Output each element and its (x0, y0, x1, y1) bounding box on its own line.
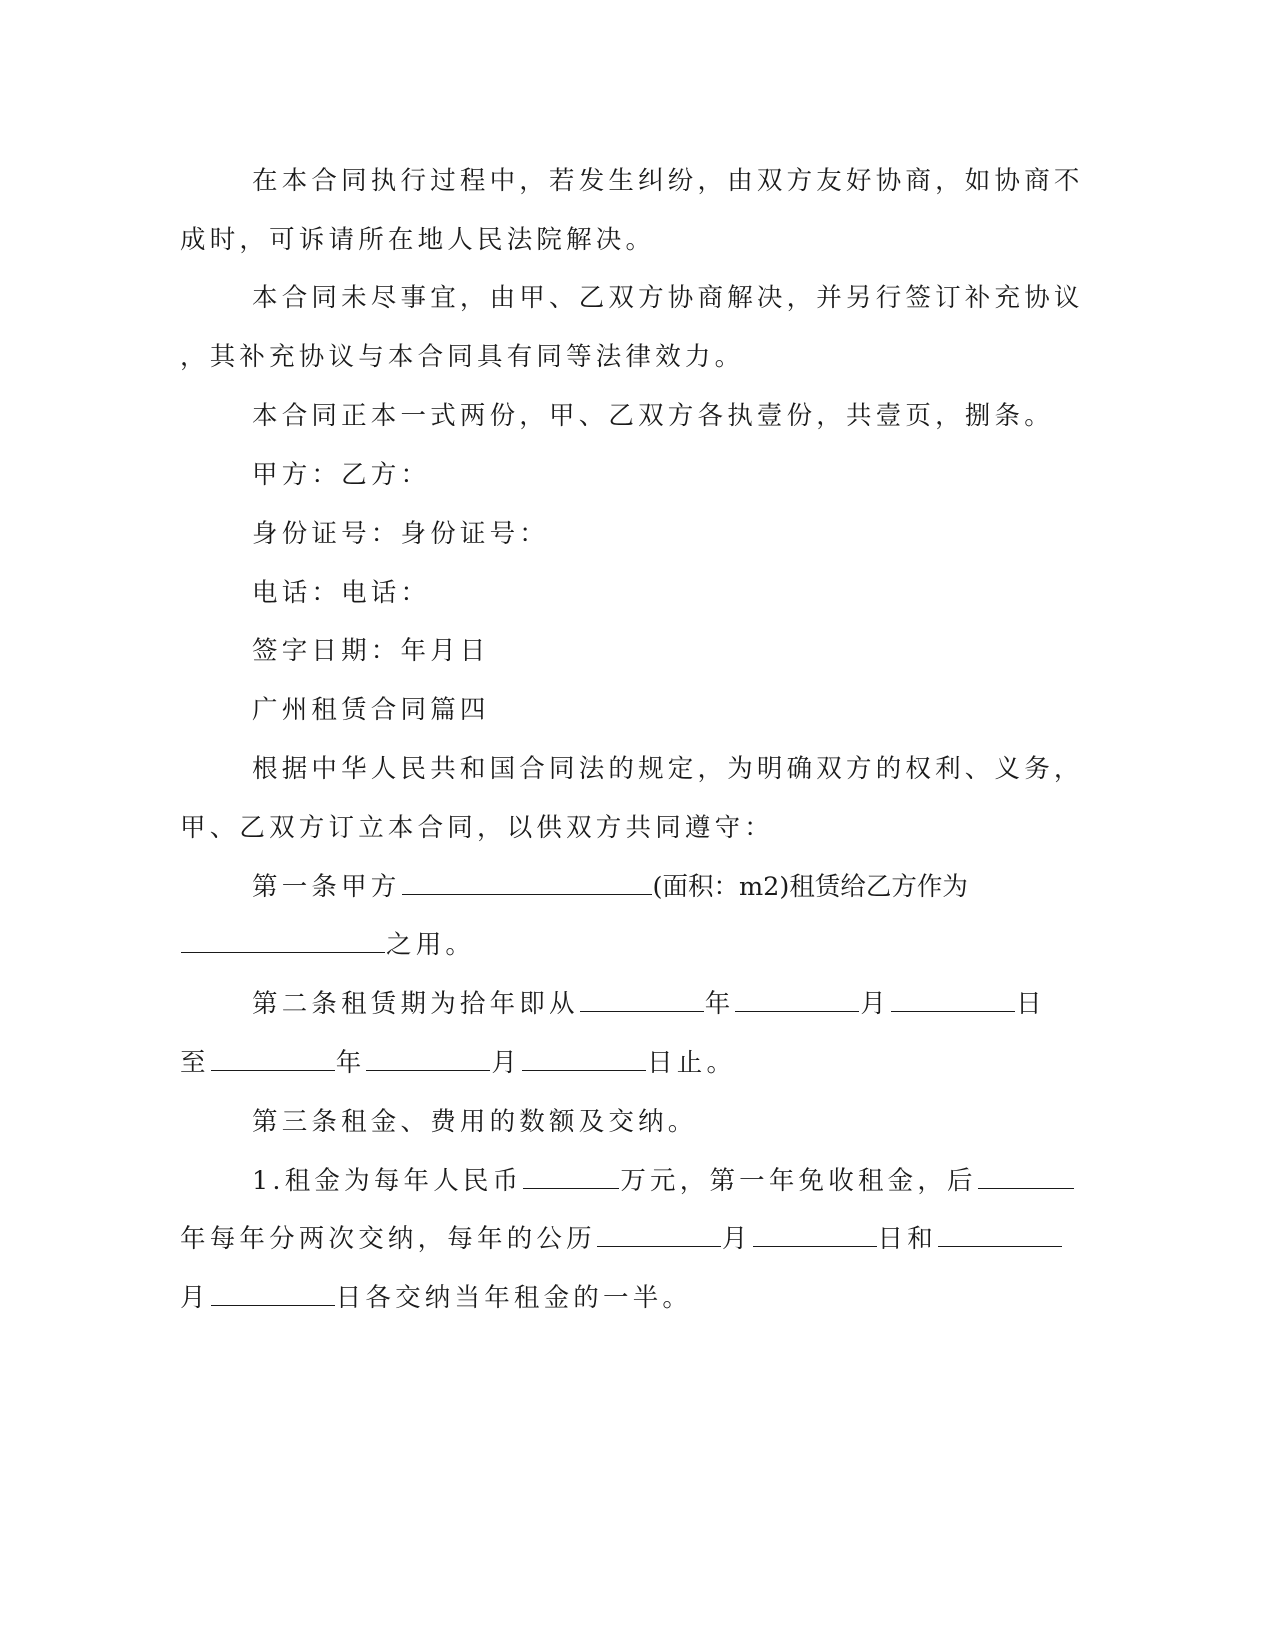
article-2-line-2 (180, 1046, 736, 1080)
blank-rent-years (978, 1164, 1074, 1189)
signature-phones: 电话：电话： (252, 578, 431, 608)
article-3-title: 第三条租金、费用的数额及交纳。 (252, 1107, 698, 1137)
blank-pay-month-2 (938, 1222, 1062, 1247)
blank-start-year (580, 987, 704, 1012)
rent-day-and-label: 日和 (877, 1224, 937, 1254)
paragraph-dispute-line-1: 在本合同执行过程中，若发生纠纷，由双方友好协商，如协商不 (252, 166, 1084, 196)
rent-month2-label: 月 (180, 1283, 210, 1313)
article-1-area-text: (面积：m2)租赁给乙方作为 (652, 872, 968, 902)
article-2-month-label: 月 (860, 989, 891, 1019)
article-1-label: 第一条甲方 (252, 872, 401, 902)
article-1-end: 之用。 (386, 930, 476, 960)
blank-pay-month-1 (597, 1222, 721, 1247)
paragraph-intro-line-1: 根据中华人民共和国合同法的规定，为明确双方的权利、义务， (252, 754, 1084, 784)
paragraph-supplement-line-1: 本合同未尽事宜，由甲、乙双方协商解决，并另行签订补充协议 (252, 283, 1084, 313)
blank-start-day (891, 987, 1015, 1012)
rent-line-1 (252, 1164, 1075, 1198)
paragraph-copies: 本合同正本一式两份，甲、乙双方各执壹份，共壹页，捌条。 (252, 401, 1054, 431)
blank-use-purpose (181, 928, 385, 953)
article-2-month2-label: 月 (491, 1048, 522, 1078)
article-2-year2-label: 年 (335, 1048, 366, 1078)
paragraph-dispute-line-2: 成时，可诉请所在地人民法院解决。 (180, 225, 656, 255)
rent-month-label: 月 (721, 1224, 752, 1254)
section-title: 广州租赁合同篇四 (252, 695, 490, 725)
article-1-line-2 (180, 928, 475, 962)
blank-rent-amount (523, 1164, 619, 1189)
blank-end-month (366, 1046, 490, 1071)
signature-parties: 甲方：乙方： (252, 460, 431, 490)
blank-end-day (522, 1046, 646, 1071)
rent-free-text: 万元，第一年免收租金，后 (620, 1166, 977, 1196)
article-2-label: 第二条租赁期为拾年即从 (252, 989, 579, 1019)
paragraph-supplement-line-2: ，其补充协议与本合同具有同等法律效力。 (180, 342, 745, 372)
blank-end-year (211, 1046, 335, 1071)
article-2-day-label: 日 (1016, 989, 1046, 1019)
article-2-to-label: 至 (180, 1048, 210, 1078)
blank-pay-day-2 (211, 1281, 335, 1306)
rent-half-text: 日各交纳当年租金的一半。 (335, 1283, 693, 1313)
blank-premises (402, 870, 652, 895)
article-2-line-1 (252, 987, 1046, 1021)
rent-line-2 (180, 1222, 1063, 1256)
article-1-line-1 (252, 870, 968, 904)
blank-pay-day-1 (753, 1222, 877, 1247)
blank-start-month (735, 987, 859, 1012)
rent-line-3 (180, 1281, 692, 1315)
signature-id-numbers: 身份证号：身份证号： (252, 519, 550, 549)
article-2-end-label: 日止。 (647, 1048, 737, 1078)
rent-amount-label: 1.租金为每年人民币 (252, 1166, 523, 1196)
paragraph-intro-line-2: 甲、乙双方订立本合同，以供双方共同遵守： (180, 813, 775, 843)
article-2-year-label: 年 (704, 989, 735, 1019)
rent-schedule-text: 年每年分两次交纳，每年的公历 (180, 1224, 596, 1254)
signature-date: 签字日期：年月日 (252, 636, 490, 666)
